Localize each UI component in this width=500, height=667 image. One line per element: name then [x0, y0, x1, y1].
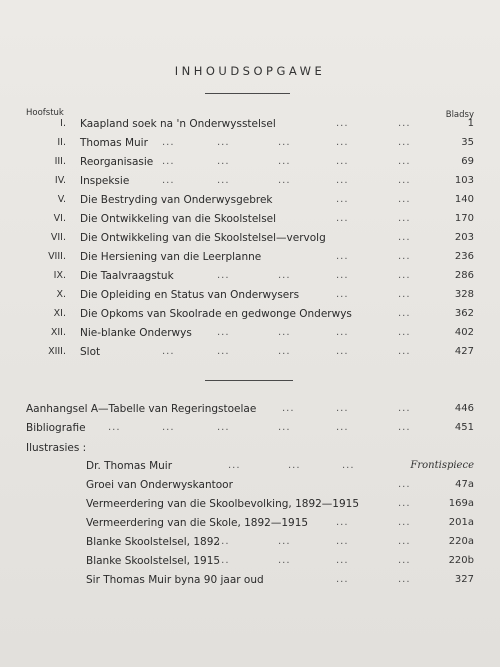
- appendix-row: [0, 403, 500, 421]
- leader-dots: ...: [217, 422, 230, 433]
- leader-dots: ...: [398, 118, 411, 129]
- leader-dots: ...: [108, 422, 121, 433]
- leader-dots: ...: [398, 403, 411, 414]
- leader-dots: ...: [336, 175, 349, 186]
- page-number: 140: [454, 194, 474, 205]
- leader-dots: ...: [398, 327, 411, 338]
- chapter-title: Die Hersiening van die Leerplanne: [80, 251, 262, 263]
- page-number: 170: [454, 213, 474, 224]
- page-number: 220a: [448, 536, 474, 547]
- page-number: 35: [461, 137, 474, 148]
- page-number: 328: [454, 289, 474, 300]
- leader-dots: ...: [336, 118, 349, 129]
- leader-dots: ...: [398, 517, 411, 528]
- leader-dots: ...: [336, 137, 349, 148]
- leader-dots: ...: [278, 555, 291, 566]
- leader-dots: ...: [336, 194, 349, 205]
- page-number: Frontispiece: [410, 460, 474, 471]
- leader-dots: ...: [162, 346, 175, 357]
- chapter-number: XII.: [50, 327, 66, 338]
- illustration-row: [0, 555, 500, 573]
- leader-dots: ...: [228, 460, 241, 471]
- chapter-title: Die Opkoms van Skoolrade en gedwonge Onderwys: [80, 308, 352, 320]
- chapter-title: Die Opleiding en Status van Onderwysers: [80, 289, 300, 301]
- toc-row: [0, 232, 500, 250]
- leader-dots: ...: [278, 137, 291, 148]
- page-number: 451: [454, 422, 474, 433]
- leader-dots: ...: [336, 213, 349, 224]
- chapter-number: IV.: [54, 175, 66, 186]
- page-number: 201a: [448, 517, 474, 528]
- illustration-title: Blanke Skoolstelsel, 1892: [86, 536, 221, 548]
- leader-dots: ...: [398, 479, 411, 490]
- leader-dots: ...: [278, 156, 291, 167]
- leader-dots: ...: [278, 270, 291, 281]
- toc-row: [0, 270, 500, 288]
- leader-dots: ...: [278, 327, 291, 338]
- leader-dots: ...: [398, 156, 411, 167]
- chapter-number: XI.: [53, 308, 66, 319]
- leader-dots: ...: [342, 460, 355, 471]
- illustration-title: Groei van Onderwyskantoor: [86, 479, 233, 491]
- leader-dots: ...: [217, 346, 230, 357]
- leader-dots: ...: [278, 536, 291, 547]
- chapter-number: VII.: [50, 232, 66, 243]
- title-rule: [205, 93, 290, 94]
- leader-dots: ...: [162, 156, 175, 167]
- page-number: 402: [454, 327, 474, 338]
- illustration-title: Vermeerdering van die Skole, 1892—1915: [86, 517, 309, 529]
- leader-dots: ...: [217, 175, 230, 186]
- toc-row: [0, 308, 500, 326]
- leader-dots: ...: [336, 574, 349, 585]
- toc-row: [0, 118, 500, 136]
- leader-dots: ...: [398, 270, 411, 281]
- chapter-title: Die Ontwikkeling van die Skoolstelsel: [80, 213, 277, 225]
- page-number: 203: [454, 232, 474, 243]
- page-header: Bladsy: [445, 110, 474, 120]
- chapter-header: Hoofstuk: [26, 108, 64, 118]
- leader-dots: ...: [336, 327, 349, 338]
- leader-dots: ...: [217, 555, 230, 566]
- leader-dots: ...: [278, 175, 291, 186]
- illustration-title: Dr. Thomas Muir: [86, 460, 173, 472]
- toc-row: [0, 194, 500, 212]
- chapter-number: I.: [60, 118, 66, 129]
- leader-dots: ...: [398, 555, 411, 566]
- leader-dots: ...: [336, 289, 349, 300]
- leader-dots: ...: [336, 517, 349, 528]
- chapter-title: Inspeksie: [80, 175, 130, 187]
- page-title: INHOUDSOPGAWE: [174, 64, 326, 78]
- illustration-row: [0, 517, 500, 535]
- appendix-title: Bibliografie: [26, 422, 86, 434]
- illustration-title: Vermeerdering van die Skoolbevolking, 1892—1915: [86, 498, 360, 510]
- leader-dots: ...: [336, 156, 349, 167]
- chapter-title: Die Taalvraagstuk: [80, 270, 174, 282]
- chapter-number: XIII.: [48, 346, 66, 357]
- leader-dots: ...: [282, 403, 295, 414]
- chapter-title: Reorganisasie: [80, 156, 154, 168]
- illustrations-label: Ilustrasies :: [26, 442, 87, 454]
- illustrations-heading-row: [0, 442, 500, 460]
- page-number: 362: [454, 308, 474, 319]
- page-number: 236: [454, 251, 474, 262]
- toc-row: [0, 289, 500, 307]
- page-number: 103: [454, 175, 474, 186]
- leader-dots: ...: [398, 251, 411, 262]
- page-number: 286: [454, 270, 474, 281]
- leader-dots: ...: [398, 498, 411, 509]
- illustration-row: [0, 479, 500, 497]
- page-number: 446: [454, 403, 474, 414]
- appendix-title: Aanhangsel A—Tabelle van Regeringstoelae: [26, 403, 257, 415]
- chapter-title: Thomas Muir: [80, 137, 148, 149]
- toc-row: [0, 251, 500, 269]
- leader-dots: ...: [398, 175, 411, 186]
- appendix-row: [0, 422, 500, 440]
- leader-dots: ...: [398, 308, 411, 319]
- chapter-title: Slot: [80, 346, 101, 358]
- illustration-title: Sir Thomas Muir byna 90 jaar oud: [86, 574, 264, 586]
- leader-dots: ...: [398, 137, 411, 148]
- page-number: 327: [454, 574, 474, 585]
- chapter-number: VIII.: [48, 251, 66, 262]
- page-number: 169a: [448, 498, 474, 509]
- leader-dots: ...: [398, 194, 411, 205]
- leader-dots: ...: [336, 251, 349, 262]
- leader-dots: ...: [336, 403, 349, 414]
- leader-dots: ...: [398, 213, 411, 224]
- leader-dots: ...: [398, 574, 411, 585]
- leader-dots: ...: [217, 156, 230, 167]
- chapter-number: III.: [54, 156, 66, 167]
- leader-dots: ...: [398, 536, 411, 547]
- chapter-number: VI.: [53, 213, 66, 224]
- illustration-row: [0, 460, 500, 478]
- chapter-title: Kaapland soek na 'n Onderwysstelsel: [80, 118, 276, 130]
- section-rule: [205, 380, 293, 381]
- chapter-title: Die Bestryding van Onderwysgebrek: [80, 194, 273, 206]
- chapter-number: IX.: [53, 270, 66, 281]
- leader-dots: ...: [398, 289, 411, 300]
- toc-row: [0, 213, 500, 231]
- page-number: 1: [467, 118, 474, 129]
- chapter-number: X.: [56, 289, 66, 300]
- leader-dots: ...: [217, 536, 230, 547]
- illustration-row: [0, 574, 500, 592]
- leader-dots: ...: [217, 137, 230, 148]
- toc-row: [0, 346, 500, 364]
- chapter-title: Die Ontwikkeling van die Skoolstelsel—vervolg: [80, 232, 326, 244]
- chapter-number: II.: [57, 137, 66, 148]
- leader-dots: ...: [162, 422, 175, 433]
- illustration-title: Blanke Skoolstelsel, 1915: [86, 555, 221, 567]
- leader-dots: ...: [336, 270, 349, 281]
- leader-dots: ...: [398, 232, 411, 243]
- leader-dots: ...: [336, 536, 349, 547]
- page-number: 47a: [455, 479, 474, 490]
- toc-row: [0, 327, 500, 345]
- leader-dots: ...: [278, 422, 291, 433]
- chapter-title: Nie-blanke Onderwys: [80, 327, 192, 339]
- leader-dots: ...: [288, 460, 301, 471]
- leader-dots: ...: [162, 137, 175, 148]
- toc-row: [0, 137, 500, 155]
- toc-row: [0, 175, 500, 193]
- page-number: 427: [454, 346, 474, 357]
- leader-dots: ...: [336, 422, 349, 433]
- leader-dots: ...: [278, 346, 291, 357]
- illustration-row: [0, 498, 500, 516]
- leader-dots: ...: [398, 346, 411, 357]
- toc-row: [0, 156, 500, 174]
- leader-dots: ...: [336, 346, 349, 357]
- leader-dots: ...: [336, 555, 349, 566]
- leader-dots: ...: [217, 327, 230, 338]
- leader-dots: ...: [398, 422, 411, 433]
- leader-dots: ...: [217, 270, 230, 281]
- page-number: 220b: [448, 555, 474, 566]
- page-number: 69: [461, 156, 474, 167]
- illustration-row: [0, 536, 500, 554]
- chapter-number: V.: [57, 194, 66, 205]
- leader-dots: ...: [162, 175, 175, 186]
